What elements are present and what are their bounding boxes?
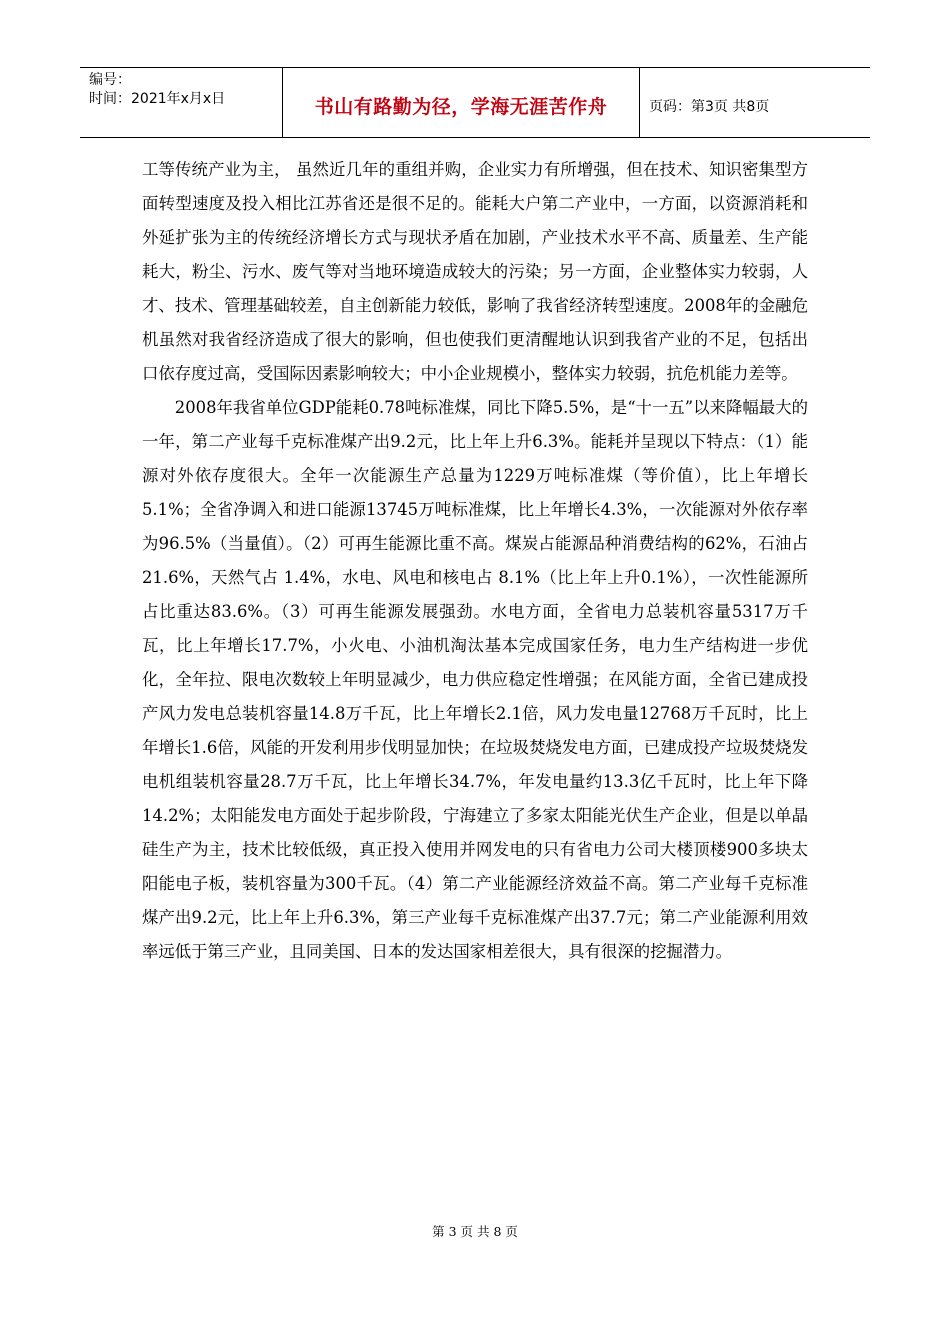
header-time: 时间：2021年x月x日 [89, 91, 226, 107]
header-number: 编号： [89, 72, 131, 88]
header-meta [80, 68, 283, 137]
paragraph-1: 工等传统产业为主， 虽然近几年的重组并购，企业实力有所增强，但在技术、知识密集型方面转型速度及投入相比江苏省还是很不足的。能耗大户第二产业中，一方面，以资源消耗和外延扩张为主的传统经济增长方式与现状矛盾在加剧，产业技术水平不高、质量差、生产能耗大，粉尘、污水、废气等对当地环境造成较大的污染；另一方面，企业整体实力较弱，人才、技术、管理基础较差，自主创新能力较低，影响了我省经济转型速度。2008年的金融危机虽然对我省经济造成了很大的影响，但也使我们更清醒地认识到我省产业的不足，包括出口依存度过高，受国际因素影响较大；中小企业规模小，整体实力较弱，抗危机能力差等。 [142, 160, 808, 383]
page-header [80, 67, 870, 138]
header-page-number: 页码：第3页 共8页 [649, 98, 770, 115]
header-motto: 书山有路勤为径，学海无涯苦作舟 [314, 96, 608, 118]
header-page-cell [640, 68, 870, 137]
document-body [142, 153, 808, 969]
header-motto-cell [283, 68, 640, 137]
paragraph-2: 2008年我省单位GDP能耗0.78吨标准煤，同比下降5.5%，是“十一五”以来降幅最大的一年，第二产业每千克标准煤产出9.2元，比上年上升6.3%。能耗并呈现以下特点：（1）能源对外依存度很大。全年一次能源生产总量为1229万吨标准煤（等价值），比上年增长5.1%；全省净调入和进口能源13745万吨标准煤，比上年增长4.3%，一次能源对外依存率为96.5%（当量值）。（2）可再生能源比重不高。煤炭占能源品种消费结构的62%，石油占21.6%，天然气占 1.4%，水电、风电和核电占 8.1%（比上年上升0.1%），一次性能源所占比重达83.6%。（3）可再生能源发展强劲。水电方面，全省电力总装机容量5317万千瓦，比上年增长17.7%，小火电、小油机淘汰基本完成国家任务，电力生产结构进一步优化，全年拉、限电次数较上年明显减少，电力供应稳定性增强；在风能方面，全省已建成投产风力发电总装机容量14.8万千瓦，比上年增长2.1倍，风力发电量12768万千瓦时，比上年增长1.6倍，风能的开发利用步伐明显加快；在垃圾焚烧发电方面，已建成投产垃圾焚烧发电机组装机容量28.7万千瓦，比上年增长34.7%，年发电量约13.3亿千瓦时，比上年下降14.2%；太阳能发电方面处于起步阶段，宁海建立了多家太阳能光伏生产企业，但是以单晶硅生产为主，技术比较低级，真正投入使用并网发电的只有省电力公司大楼顶楼900多块太阳能电子板，装机容量为300千瓦。（4）第二产业能源经济效益不高。第二产业每千克标准煤产出9.2元，比上年上升6.3%，第三产业每千克标准煤产出37.7元；第二产业能源利用效率远低于第三产业，且同美国、日本的发达国家相差很大，具有很深的挖掘潜力。 [142, 398, 808, 961]
page-footer: 第 3 页 共 8 页 [432, 1224, 518, 1239]
